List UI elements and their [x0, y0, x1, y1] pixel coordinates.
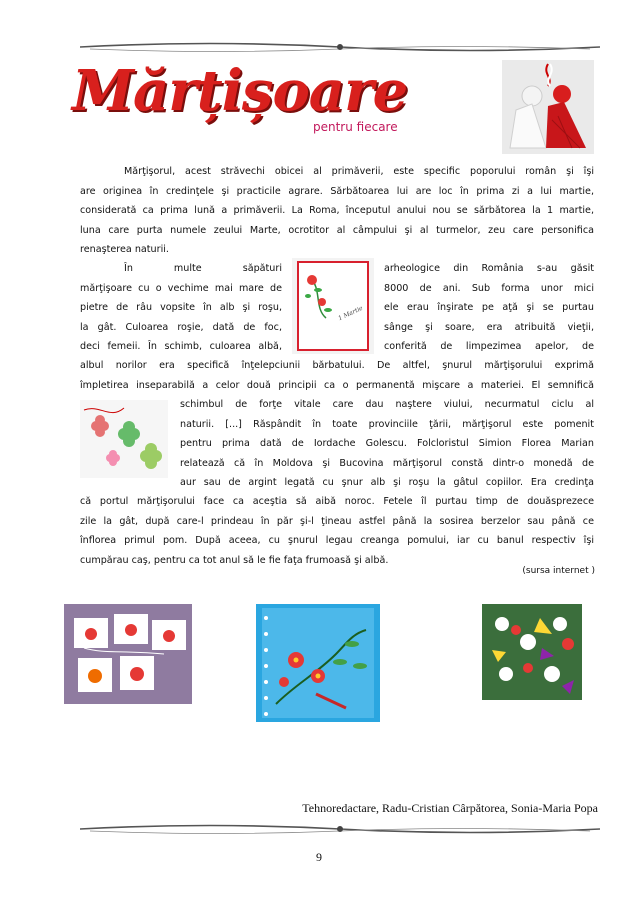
intro-paragraph: [80, 162, 594, 260]
text-line: cumpărau caş, pentru ca tot anul să le fie faţa frumoasă şi albă.: [80, 554, 389, 566]
text-line: că portul mărţişorului face ca aceştia să aibă noroc. Fetele îl purtau timp de douăsprezece: [80, 496, 594, 507]
photo-martisor-dolls: [502, 60, 594, 154]
text-line: În multe săpături: [124, 263, 282, 274]
source-note: (sursa internet ): [522, 566, 595, 576]
left-column-text: [80, 259, 282, 357]
text-line: deci femeii. În schimb, culoarea albă,: [80, 341, 282, 352]
text-line: zile la gât, după care-l prindeau în păr şi-l ţineau astfel până la sosirea berzelor sau până ce: [80, 515, 594, 527]
text-line: înflorea primul pom. După aceea, cu şnurul legau creanga pomului, iar cu banul respectiv îşi: [80, 535, 594, 546]
photo-martisor-cards: [64, 604, 192, 704]
text-line: sânge şi soare, era atribuită vieţii,: [384, 321, 594, 333]
text-line: albul norilor era specifică înţelepciunii bărbatului. De altfel, şnurul mărţişorului exprimă: [80, 360, 594, 371]
text-line: arheologice din România s-au găsit: [384, 263, 594, 274]
page-title: Mărțișoare: [72, 58, 408, 124]
text-line: la gât. Culoarea roşie, dată de foc,: [80, 321, 282, 333]
text-line: schimbul de forţe vitale care dau naştere viului, necurmatul ciclu al: [180, 399, 594, 410]
text-line: luna care purta numele zeului Marte, ocrotitor al câmpului şi al turmelor, zeu care personifica: [80, 224, 594, 236]
photo-blue-quilling-card: [256, 604, 380, 722]
text-line: aur sau de argint legată cu şnur alb şi roşu la gâtul copiilor. Era credinţa: [180, 477, 594, 488]
text-line: are originea în credinţele şi practicile agrare. Sărbătoarea lui are loc în prima zi a lui martie,: [80, 185, 594, 197]
bottom-divider: [80, 820, 600, 838]
text-line: considerată ca prima lună a primăverii. La Roma, începutul anului nou se sărbătorea la 1 martie,: [80, 205, 594, 216]
middle-paragraph: [80, 356, 594, 395]
card-caption: 1 Martie: [337, 304, 365, 323]
photo-quilling-card: [292, 258, 374, 354]
photo-paper-flowers: [482, 604, 582, 700]
text-line: relatează că în Moldova şi Bucovina mărţişorul constă dintr-o monedă de: [180, 457, 594, 469]
text-line: naturii. [...] Răspândit în toate provinciile ţării, mărţişorul este pomenit: [180, 418, 594, 430]
text-line: Mărţişorul, acest străvechi obicei al primăverii, este specific poporului român şi îşi: [124, 166, 594, 177]
page-number: 9: [316, 850, 322, 864]
credits-line: Tehnoredactare, Radu-Cristian Cârpătorea, Sonia-Maria Popa: [302, 801, 598, 815]
text-line: pentru prima dată de Iordache Golescu. Folcloristul Simion Florea Marian: [180, 438, 594, 449]
text-line: împletirea inseparabilă a celor două principii ca o permanentă mişcare a materiei. El semnifică: [80, 379, 594, 391]
text-line: 8000 de ani. Sub forma unor mici: [384, 282, 594, 294]
text-line: pietre de râu vopsite în alb şi roşu,: [80, 302, 282, 313]
page-subtitle: pentru fiecare: [313, 120, 398, 134]
photo-clover-martisoare: [80, 400, 168, 478]
text-line: ele erau înşirate pe aţă şi se purtau: [384, 302, 594, 313]
text-line: renaşterea naturii.: [80, 244, 169, 255]
right-column-text: [384, 259, 594, 357]
text-line: conferită de limpezimea apelor, de: [384, 341, 594, 352]
wrapped-paragraph: [180, 395, 594, 493]
text-line: mărţişoare cu o vechime mai mare de: [80, 282, 282, 294]
top-divider: [80, 38, 600, 56]
closing-paragraph: [80, 492, 594, 570]
